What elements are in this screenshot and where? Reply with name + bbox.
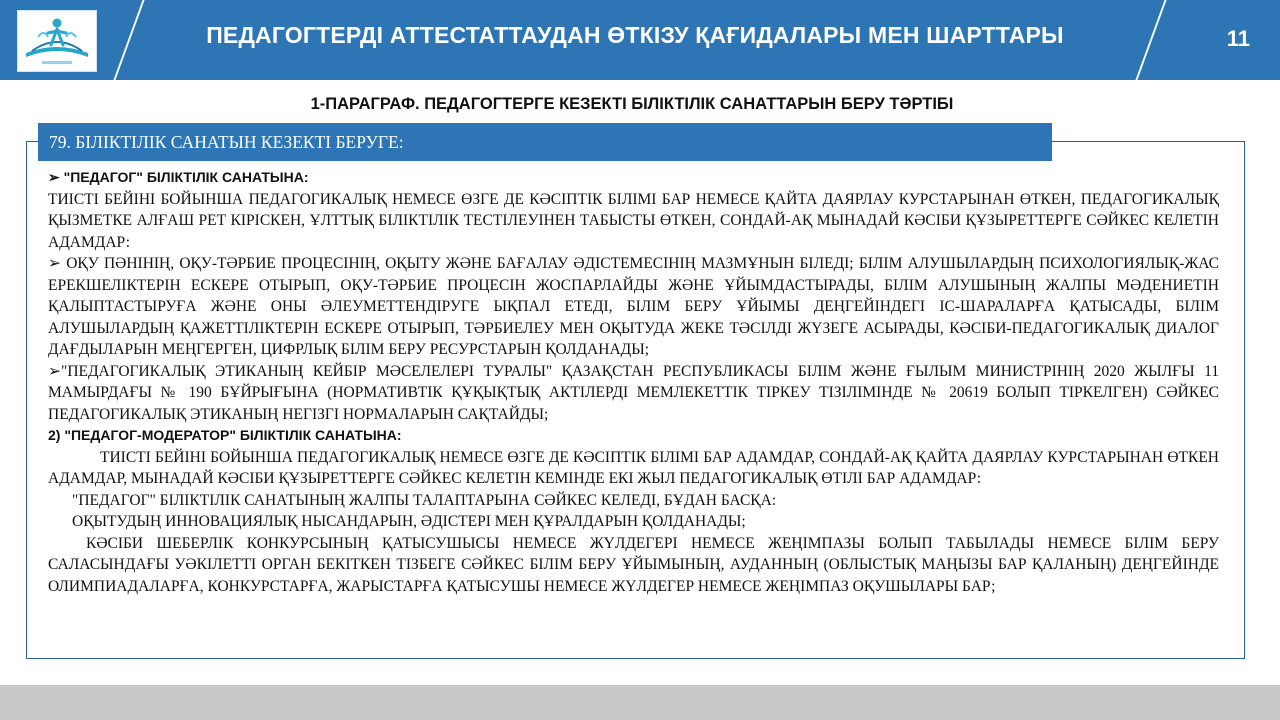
- bullet-arrow-icon: ➢: [48, 169, 60, 185]
- paragraph: [48, 361, 1219, 426]
- footer-band: [0, 685, 1280, 720]
- header-divider: [1135, 0, 1166, 80]
- slide-header: [0, 0, 1280, 80]
- document-body: [48, 167, 1219, 597]
- logo-graphic: [18, 11, 96, 71]
- bullet-arrow-icon: ➢: [48, 255, 61, 272]
- category-heading: "ПЕДАГОГ" БІЛІКТІЛІК САНАТЫНА:: [63, 169, 309, 185]
- bullet-arrow-icon: ➢: [48, 362, 61, 380]
- paragraph: ТИІСТІ БЕЙІНІ БОЙЫНША ПЕДАГОГИКАЛЫҚ НЕМЕСЕ ӨЗГЕ ДЕ КӘСІПТІК БІЛІМІ БАР НЕМЕСЕ ҚАЙТА ДАЯРЛАУ КУРСТАРЫНАН ӨТКЕН, ПЕДАГОГИКАЛЫҚ ҚЫЗМЕТКЕ АЛҒАШ РЕТ КІРІСКЕН, ҰЛТТЫҚ БІЛІКТІЛІК ТЕСТІЛЕУІНЕН ТАБЫСТЫ ӨТКЕН, СОНДАЙ-АҚ МЫНАДАЙ КӘСІБИ ҚҰЗЫРЕТТЕРГЕ СӘЙКЕС КЕЛЕТІН АДАМДАР:: [48, 190, 1219, 251]
- education-logo-icon: [17, 10, 97, 72]
- paragraph-text: "ПЕДАГОГИКАЛЫҚ ЭТИКАНЫҢ КЕЙБІР МӘСЕЛЕЛЕРІ ТУРАЛЫ" ҚАЗАҚСТАН РЕСПУБЛИКАСЫ БІЛІМ ЖӘНЕ ҒЫЛЫМ МИНИСТРІНІҢ 2020 ЖЫЛҒЫ 11 МАМЫРДАҒЫ № 190 БҰЙРЫҒЫНА (НОРМАТИВТІК ҚҰҚЫҚТЫҚ АКТІЛЕРДІ МЕМЛЕКЕТТІК ТІРКЕУ ТІЗІЛІМІНДЕ № 20619 БОЛЫП ТІРКЕЛГЕН) СӘЙКЕС ПЕДАГОГИКАЛЫҚ ЭТИКАНЫҢ НЕГІЗГІ НОРМАЛАРЫН САҚТАЙДЫ;: [48, 362, 1219, 423]
- paragraph: ОҚЫТУДЫҢ ИННОВАЦИЯЛЫҚ НЫСАНДАРЫН, ӘДІСТЕРІ МЕН ҚҰРАЛДАРЫН ҚОЛДАНАДЫ;: [72, 513, 746, 530]
- section-heading: 1-ПАРАГРАФ. ПЕДАГОГТЕРГЕ КЕЗЕКТІ БІЛІКТІЛІК САНАТТАРЫН БЕРУ ТӘРТІБІ: [310, 95, 954, 113]
- paragraph: [48, 253, 1219, 361]
- item-title-bar: [38, 123, 1052, 161]
- paragraph: [48, 167, 1219, 189]
- paragraph: "ПЕДАГОГ" БІЛІКТІЛІК САНАТЫНЫҢ ЖАЛПЫ ТАЛАПТАРЫНА СӘЙКЕС КЕЛЕДІ, БҰДАН БАСҚА:: [72, 491, 777, 509]
- page-number: 11: [1226, 26, 1250, 51]
- header-divider: [113, 0, 144, 80]
- paragraph-text: ОҚУ ПӘНІНІҢ, ОҚУ-ТӘРБИЕ ПРОЦЕСІНІҢ, ОҚЫТУ ЖӘНЕ БАҒАЛАУ ӘДІСТЕМЕСІНІҢ МАЗМҰНЫН БІЛЕДІ; БІЛІМ АЛУШЫЛАРДЫҢ ПСИХОЛОГИЯЛЫҚ-ЖАС ЕРЕКШЕЛІКТЕРІН ЕСКЕРЕ ОТЫРЫП, ОҚУ-ТӘРБИЕ ПРОЦЕСІН ЖОСПАРЛАЙДЫ ЖӘНЕ ҰЙЫМДАСТЫРАДЫ, БІЛІМ АЛУШЫНЫҢ ЖАЛПЫ МӘДЕНИЕТІН ҚАЛЫПТАСТЫРУҒА ЖӘНЕ ОНЫ ӘЛЕУМЕТТЕНДІРУГЕ ЫҚПАЛ ЕТЕДІ, БІЛІМ БЕРУ ҰЙЫМЫ ДЕҢГЕЙІНДЕГІ ІС-ШАРАЛАРҒА ҚАТЫСАДЫ, БІЛІМ АЛУШЫЛАРДЫҢ ҚАЖЕТТІЛІКТЕРІН ЕСКЕРЕ ОТЫРЫП, ТӘРБИЕЛЕУ МЕН ОҚЫТУДА ЖЕКЕ ТӘСІЛДІ ЖҮЗЕГЕ АСЫРАДЫ, КӘСІБИ-ПЕДАГОГИКАЛЫҚ ДИАЛОГ ДАҒДЫЛАРЫН МЕҢГЕРГЕН, ЦИФРЛЫҚ БІЛІМ БЕРУ РЕСУРСТАРЫН ҚОЛДАНАДЫ;: [48, 255, 1220, 358]
- paragraph: КӘСІБИ ШЕБЕРЛІК КОНКУРСЫНЫҢ ҚАТЫСУШЫСЫ НЕМЕСЕ ЖҮЛДЕГЕРІ НЕМЕСЕ ЖЕҢІМПАЗЫ БОЛЫП ТАБЫЛАДЫ НЕМЕСЕ БІЛІМ БЕРУ САЛАСЫНДАҒЫ УӘКІЛЕТТІ ОРГАН БЕКІТКЕН ТІЗБЕГЕ СӘЙКЕС БІЛІМ БЕРУ ҰЙЫМЫНЫҢ, АУДАННЫҢ (ОБЛЫСТЫҚ МАҢЫЗЫ БАР ҚАЛАНЫҢ) ДЕҢГЕЙІНДЕ ОЛИМПИАДАЛАРҒА, КОНКУРСТАРҒА, ЖАРЫСТАРҒА ҚАТЫСУШЫ НЕМЕСЕ ЖҮЛДЕГЕР НЕМЕСЕ ЖЕҢІМПАЗ ОҚУШЫЛАРЫ БАР;: [48, 534, 1219, 595]
- slide-title: ПЕДАГОГТЕРДІ АТТЕСТАТТАУДАН ӨТКІЗУ ҚАҒИДАЛАРЫ МЕН ШАРТТАРЫ: [206, 22, 1064, 48]
- category-heading: 2) "ПЕДАГОГ-МОДЕРАТОР" БІЛІКТІЛІК САНАТЫНА:: [48, 427, 402, 443]
- item-title: 79. БІЛІКТІЛІК САНАТЫН КЕЗЕКТІ БЕРУГЕ:: [49, 132, 404, 152]
- paragraph: ТИІСТІ БЕЙІНІ БОЙЫНША ПЕДАГОГИКАЛЫҚ НЕМЕСЕ ӨЗГЕ ДЕ КӘСІПТІК БІЛІМІ БАР АДАМДАР, СОНДАЙ-АҚ ҚАЙТА ДАЯРЛАУ КУРСТАРЫНАН ӨТКЕН АДАМДАР, МЫНАДАЙ КӘСІБИ ҚҰЗЫРЕТТЕРГЕ СӘЙКЕС КЕЛЕТІН КЕМІНДЕ ЕКІ ЖЫЛ ПЕДАГОГИКАЛЫҚ ӨТІЛІ БАР АДАМДАР:: [48, 448, 1219, 487]
